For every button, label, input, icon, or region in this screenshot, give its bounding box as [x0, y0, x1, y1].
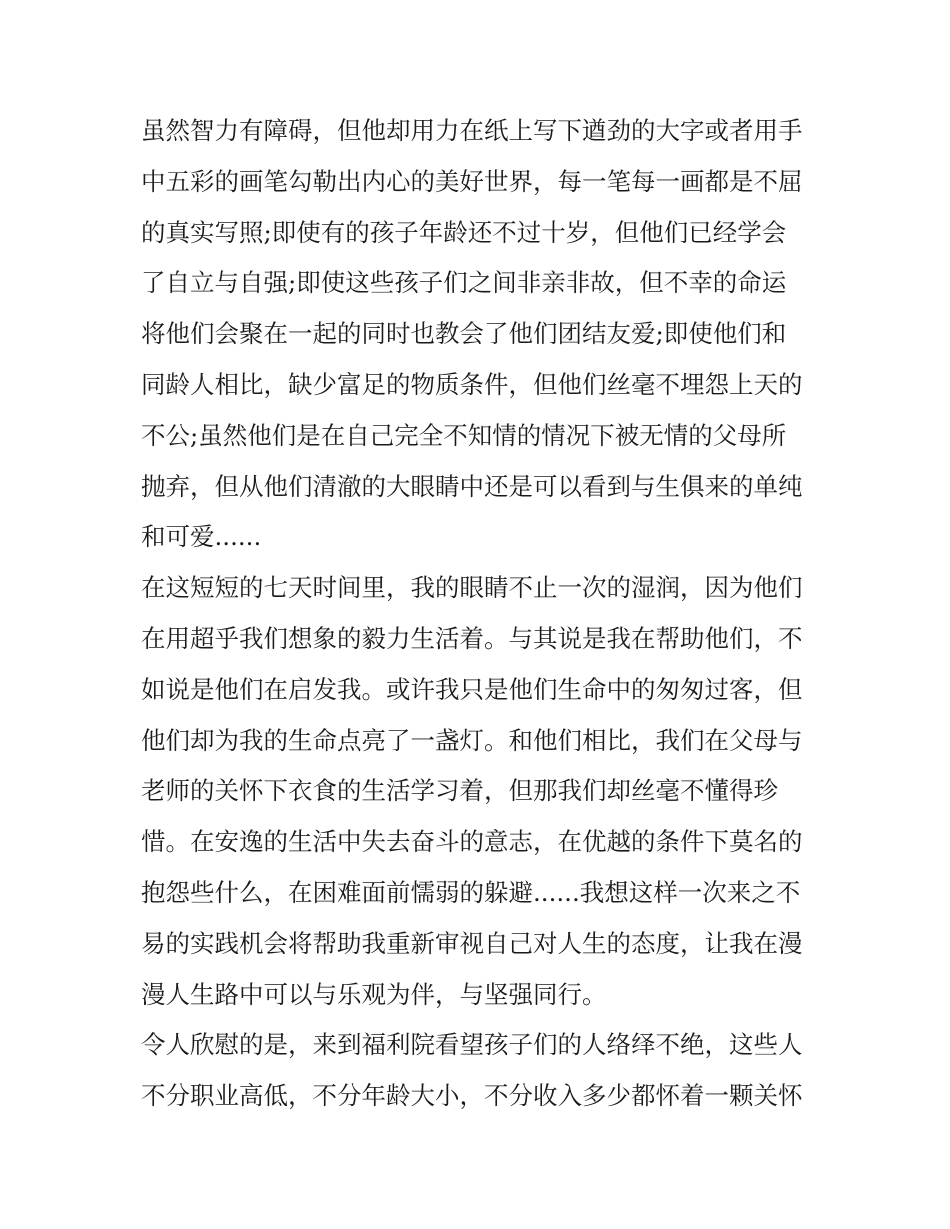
text-line: 如说是他们在启发我。或许我只是他们生命中的匆匆过客，但: [141, 674, 803, 704]
text-line: 抱怨些什么，在困难面前懦弱的躲避......我想这样一次来之不: [141, 877, 801, 907]
text-line: 中五彩的画笔勾勒出内心的美好世界，每一笔每一画都是不屈: [141, 166, 803, 196]
text-line: 他们却为我的生命点亮了一盏灯。和他们相比，我们在父母与: [141, 725, 803, 755]
text-line: 老师的关怀下衣食的生活学习着，但那我们却丝毫不懂得珍: [141, 776, 778, 806]
paragraph-3: [141, 1020, 821, 1122]
text-line: 漫人生路中可以与乐观为伴，与坚强同行。: [141, 979, 607, 1009]
text-line: 抛弃，但从他们清澈的大眼睛中还是可以看到与生俱来的单纯: [141, 471, 803, 501]
text-line: 在用超乎我们想象的毅力生活着。与其说是我在帮助他们，不: [141, 623, 803, 653]
text-line: 和可爱......: [141, 522, 262, 552]
text-line: 易的实践机会将帮助我重新审视自己对人生的态度，让我在漫: [141, 928, 803, 958]
paragraph-2: [141, 563, 821, 1020]
text-line: 不分职业高低，不分年龄大小，不分收入多少都怀着一颗关怀: [141, 1081, 803, 1111]
text-line: 令人欣慰的是，来到福利院看望孩子们的人络绎不绝，这些人: [141, 1030, 803, 1060]
text-line: 将他们会聚在一起的同时也教会了他们团结友爱;即使他们和: [141, 319, 787, 349]
text-line: 了自立与自强;即使这些孩子们之间非亲非故，但不幸的命运: [141, 268, 787, 298]
document-body: [141, 106, 821, 1122]
text-line: 虽然智力有障碍，但他却用力在纸上写下遒劲的大字或者用手: [141, 116, 803, 145]
text-line: 惜。在安逸的生活中失去奋斗的意志，在优越的条件下莫名的: [141, 827, 803, 857]
text-line: 同龄人相比，缺少富足的物质条件，但他们丝毫不埋怨上天的: [141, 369, 803, 399]
text-line: 在这短短的七天时间里，我的眼睛不止一次的湿润，因为他们: [141, 573, 803, 603]
text-line: 不公;虽然他们是在自己完全不知情的情况下被无情的父母所: [141, 420, 787, 450]
text-line: 的真实写照;即使有的孩子年龄还不过十岁，但他们已经学会: [141, 217, 787, 247]
paragraph-1: [141, 106, 821, 563]
